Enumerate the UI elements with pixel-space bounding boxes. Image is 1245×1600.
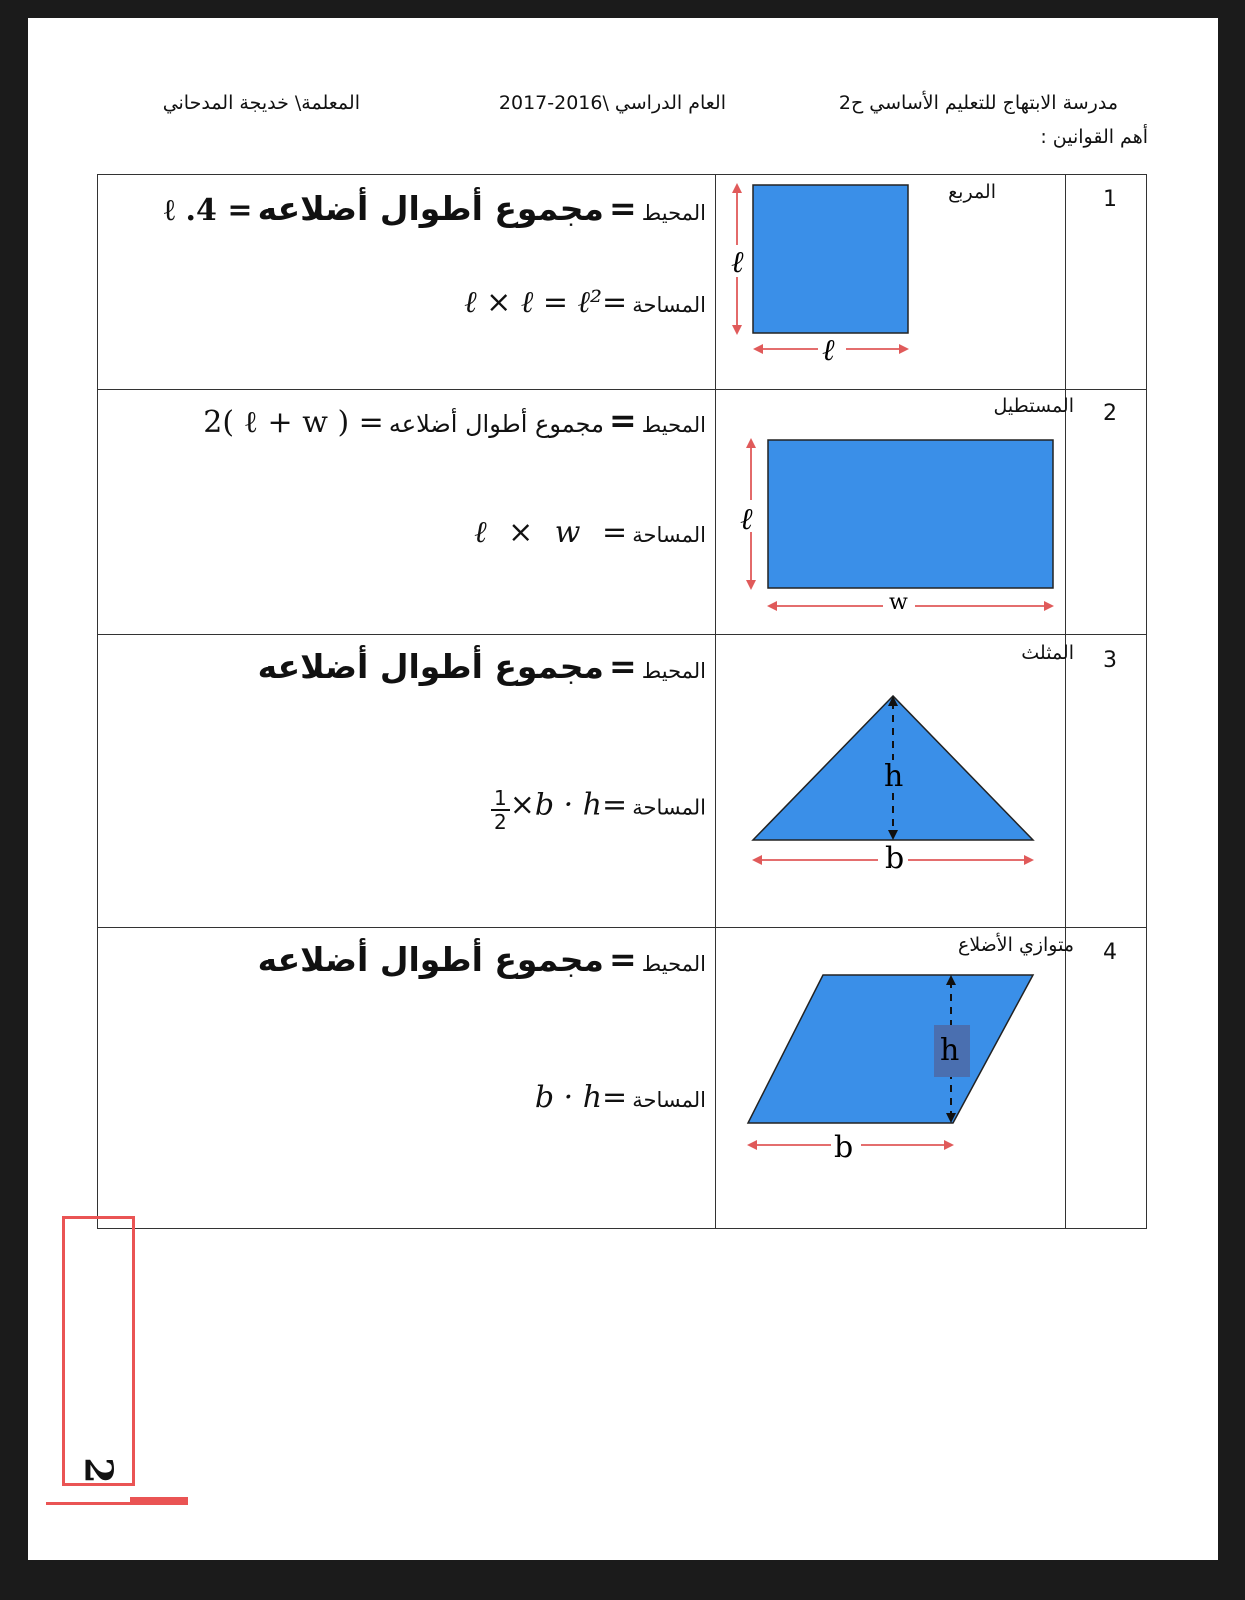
triangle-area-formula: المساحة $\frac{1}{2}$ ×b · h= (491, 787, 706, 833)
shape-name-triangle: المثلث (1021, 642, 1074, 664)
parallelogram-perimeter-formula: المحيط = مجموع أطوال أضلاعه (257, 940, 706, 979)
page-number-stamp (62, 1216, 135, 1486)
shape-name-parallelogram: متوازي الأضلاع (957, 934, 1074, 956)
square-perimeter-formula: المحيط = مجموع أطوال أضلاعه = 4. ℓ (163, 189, 706, 228)
square-bottom-label: ℓ (822, 333, 835, 368)
square-side-label: ℓ (731, 245, 744, 280)
teacher-name: المعلمة\ خديجة المدحاني (162, 92, 360, 114)
square-area-formula: المساحة ℓ × ℓ = ℓ²= (464, 285, 706, 320)
row-number-1: 1 (1103, 187, 1117, 212)
shape-name-square: المربع (948, 181, 996, 203)
one-half-fraction: $\frac{1}{2}$ (491, 787, 510, 833)
document-page (28, 18, 1218, 1560)
row-number-3: 3 (1103, 648, 1117, 673)
rectangle-side-label: ℓ (740, 502, 753, 537)
school-name: مدرسة الابتهاج للتعليم الأساسي ح2 (838, 92, 1118, 114)
formulas-table (97, 174, 1147, 1229)
school-year: العام الدراسي \2016-2017 (498, 92, 726, 114)
rectangle-perimeter-formula: المحيط = مجموع أطوال أضلاعه = ( ℓ + w )2 (203, 401, 706, 440)
triangle-height-label: h (884, 759, 904, 794)
triangle-base-label: b (885, 841, 905, 876)
shape-name-rectangle: المستطيل (993, 395, 1074, 417)
parallelogram-figure (743, 965, 1043, 1165)
parallelogram-area-formula: المساحة b · h= (534, 1080, 706, 1115)
parallelogram-height-label: h (940, 1033, 960, 1068)
page-subtitle: أهم القوانين : (1040, 126, 1148, 148)
rectangle-area-formula: المساحة ℓ × w = (474, 515, 706, 550)
parallelogram-base-label: b (834, 1130, 854, 1165)
row-number-2: 2 (1103, 401, 1117, 426)
page-number: 2 (76, 1457, 122, 1484)
rectangle-bottom-label: w (889, 590, 908, 615)
triangle-perimeter-formula: المحيط = مجموع أطوال أضلاعه (257, 647, 706, 686)
page-number-underline-thick (130, 1497, 188, 1505)
row-number-4: 4 (1103, 940, 1117, 965)
